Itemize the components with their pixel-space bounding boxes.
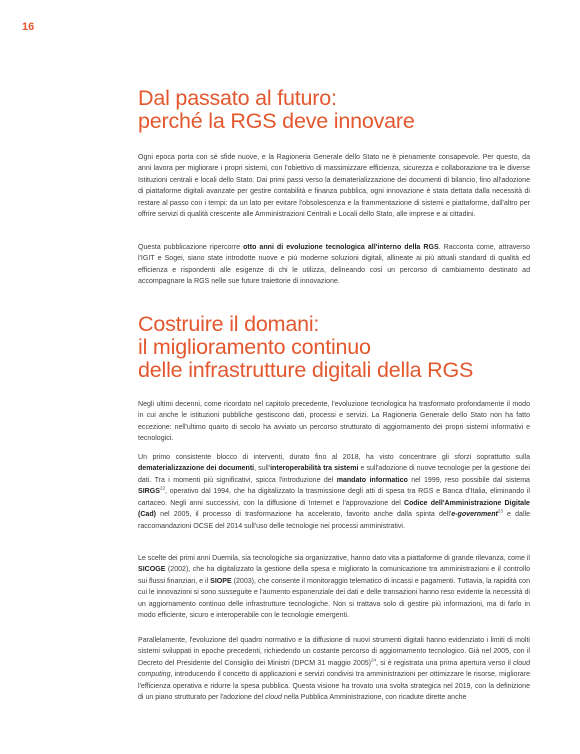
bold-phrase: SIOPE [210, 577, 232, 585]
intro-paragraph: Ogni epoca porta con sé sfide nuove, e la Ragioneria Generale dello Stato ne è pienamente consapevole. Per questo, da anni lavora per migliorare i propri sistemi, con l'obiettivo di massimizzare efficienza, sicurezza e collaborazione tra le diverse Istituzioni centrali e locali dello Stato. Dai primi passi verso la dematerializzazione dei documenti di bilancio, fino all'adozione di piattaforme digitali avanzate per gestire contabilità e finanza pubblica, ogni innovazione è stata dettata dalla necessità di restare al passo con i tempi: da un lato per evitare l'obsolescenza e la frammentazione di sistemi e piattaforme, dall'altro per offrire servizi di qualità crescente alle Amministrazioni Centrali e Locali dello Stato, alle imprese e ai cittadini. [138, 154, 530, 219]
page-number: 16 [22, 21, 35, 33]
section-title-building-tomorrow [138, 313, 473, 382]
title-line: Costruire il domani: [138, 312, 320, 336]
cloud-paragraph: Parallelamente, l'evoluzione del quadro normativo e la diffusione di nuovi strumenti digitali hanno evidenziato i limiti di molti sistemi sviluppati in epoche precedenti, richiedendo un costante percorso di aggiornamento tecnologico. Già nel 2005, con il Decreto del Presidente del Consiglio dei Ministri (DPCM 31 maggio 2005)$^{24}$, si è registrata una prima apertura verso il cloud computing, introducendo il concetto di applicazioni e servizi condivisi tra amministrazioni per ottimizzare le risorse, migliorare l'efficienza operativa e ridurre la spesa pubblica. Questa visione ha trovato una svolta strategica nel 2019, con la definizione di un piano strutturato per l'adozione del cloud nella Pubblica Amministrazione, con ricadute dirette anche [138, 637, 531, 702]
title-line: delle infrastrutture digitali della RGS [138, 358, 474, 382]
section-title-past-future [138, 87, 415, 133]
footnote-ref: 22 [159, 486, 165, 492]
bold-phrase: mandato informatico [336, 476, 408, 484]
platforms-paragraph: Le scelte dei primi anni Duemila, sia tecnologiche sia organizzative, hanno dato vita a piattaforme di grande rilevanza, come il SICOGE (2002), che ha digitalizzato la gestione della spesa e migliorato la comunicazione tra amministrazioni e il controllo sui flussi finanziari, e il SIOPE (2003), che consente il monitoraggio telematico di incassi e pagamenti. Tuttavia, la rapidità con cui le innovazioni si sono susseguite e l'aumento esponenziale dei dati e delle transazioni hanno reso evidente la necessità di un aggiornamento continuo delle infrastrutture tecnologiche. Non si trattava solo di gestire più informazioni, ma di farlo in modo efficiente, sicuro e interoperabile con le tecnologie emergenti. [138, 555, 530, 620]
title-line: perché la RGS deve innovare [138, 109, 415, 133]
bold-phrase: dematerializzazione dei documenti [138, 465, 255, 473]
decades-paragraph: Negli ultimi decenni, come ricordato nel capitolo precedente, l'evoluzione tecnologica ha trasformato profondamente il modo in cui anche le istituzioni pubbliche gestiscono dati, processi e servizi. La Ragioneria Generale dello Stato non ha fatto eccezione: nell'ultimo quarto di secolo ha avviato un percorso strutturato di aggiornamento dei propri sistemi informativi e tecnologici. [138, 401, 530, 443]
title-line: il miglioramento continuo [138, 335, 371, 359]
italic-phrase: cloud computing [138, 659, 531, 679]
bold-phrase: SICOGE [138, 566, 166, 574]
publication-paragraph: Questa pubblicazione ripercorre otto anni di evoluzione tecnologica all'interno della RGS. Racconta come, attraverso l'IGIT e Sogei, siano state introdotte nuove e più moderne soluzioni digitali, allineate ai più attuali standard di qualità ed efficienza e rispondenti alle esigenze di chi le utilizza, delineando così un percorso di cambiamento destinato ad accompagnare la RGS nelle sue future traiettorie di innovazione. [138, 244, 531, 286]
bold-phrase: interoperabilità tra sistemi [270, 465, 359, 473]
bold-phrase: e-government [451, 511, 498, 519]
footnote-ref: 23 [497, 508, 503, 514]
footnote-ref: 24 [371, 657, 377, 663]
first-block-paragraph: Un primo consistente blocco di interventi, durato fino al 2018, ha visto concentrare gli sforzi soprattutto sulla dematerializzazione dei documenti, sull'interoperabilità tra sistemi e sull'adozione di nuove tecnologie per la gestione dei dati. Tra i momenti più significativi, spicca l'introduzione del mandato informatico nel 1999, reso possibile dal sistema SIRGS$^{22}$, operativo dal 1994, che ha digitalizzato la trasmissione degli atti di spesa tra RGS e Banca d'Italia, eliminando il cartaceo. Negli anni successivi, con la diffusione di Internet e l'approvazione del Codice dell'Amministrazione Digitale (Cad) nel 2005, il processo di trasformazione ha accelerato, favorito anche dalla spinta dell'e-government$^{23}$ e dalle raccomandazioni OCSE del 2014 sull'uso delle tecnologie nei processi amministrativi. [138, 454, 531, 530]
bold-phrase: SIRGS [138, 488, 160, 496]
title-line: Dal passato al futuro: [138, 86, 337, 110]
bold-phrase: otto anni di evoluzione tecnologica all'interno della RGS [243, 244, 439, 251]
bold-phrase: Codice dell'Amministrazione Digitale (Cad) [138, 499, 530, 519]
italic-phrase: cloud [265, 694, 282, 702]
